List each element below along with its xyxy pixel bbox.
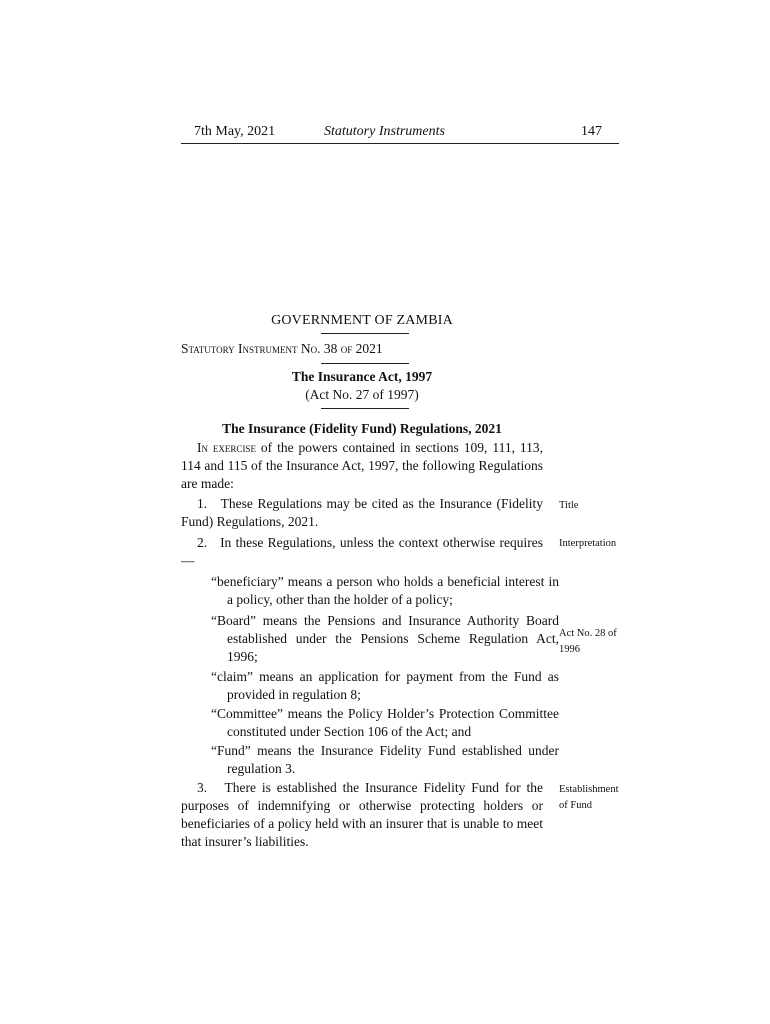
margin-note-establishment: Establishment of Fund [559,784,619,811]
section-2 [181,534,543,570]
definition-item: “beneficiary” means a person who holds a beneficial interest in a policy, other than the holder of a policy; [211,574,559,607]
page-header [181,122,619,142]
header-page-number: 147 [581,124,602,139]
regulations-title: The Insurance (Fidelity Fund) Regulations, 2021 [222,421,502,436]
preamble [181,439,543,493]
definition-item: “Fund” means the Insurance Fidelity Fund established under regulation 3. [211,743,559,776]
section-text: There is established the Insurance Fidelity Fund for the purposes of indemnifying or otherwise protecting holders or beneficiaries of a policy held with an insurer that is unable to meet that insurer’s liabilities. [181,780,543,849]
si-label: Statutory Instrument No. 38 of [181,341,353,356]
title-divider [321,333,409,334]
title-divider [321,363,409,364]
definition-item: “Board” means the Pensions and Insurance Authority Board established under the Pensions Scheme Regulation Act, 1996; [211,613,559,664]
header-date: 7th May, 2021 [194,124,276,139]
section-number: 1. [197,496,208,511]
definition-item: “Committee” means the Policy Holder’s Protection Committee constituted under Section 106 of the Act; and [211,706,559,739]
section-text: These Regulations may be cited as the Insurance (Fidelity Fund) Regulations, 2021. [181,496,544,529]
act-title: The Insurance Act, 1997 [291,369,433,384]
preamble-text: of the powers contained in sections 109, 111, 113, 114 and 115 of the Insurance Act, 1997, the following Regulations are made: [181,440,544,491]
section-text: In these Regulations, unless the context otherwise requires — [181,535,544,568]
definition-item: “claim” means an application for payment from the Fund as provided in regulation 8; [211,669,559,702]
si-number-line [181,340,383,358]
government-heading: GOVERNMENT OF ZAMBIA [271,313,453,328]
margin-note-act: Act No. 28 of 1996 [559,628,617,655]
section-number: 3. [197,780,208,795]
preamble-lead: In exercise [197,440,256,455]
section-3 [181,779,543,851]
header-rule [181,143,619,144]
section-number: 2. [197,535,208,550]
margin-note-title: Title [559,500,579,511]
header-running-title: Statutory Instruments [324,124,445,139]
section-1 [181,495,543,531]
margin-note-interpretation: Interpretation [559,538,617,549]
si-year: 2021 [355,341,383,356]
title-divider [321,408,409,409]
act-number: (Act No. 27 of 1997) [305,387,419,402]
